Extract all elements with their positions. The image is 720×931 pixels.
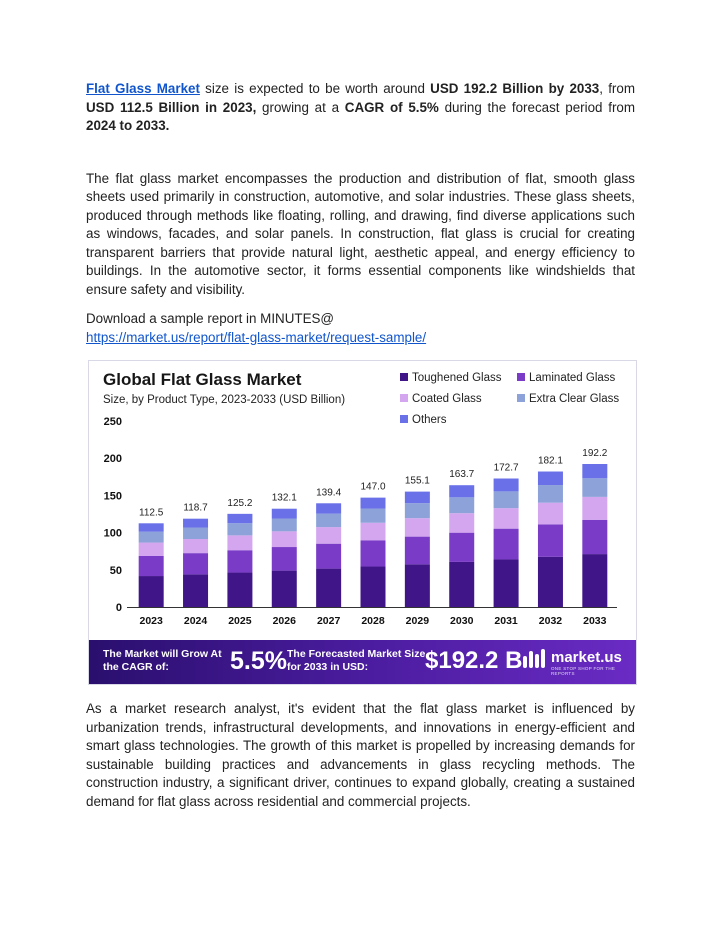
bar-segment-coated-glass (405, 518, 430, 536)
bar-segment-toughened-glass (538, 557, 563, 607)
intro-bold-value-2033: USD 192.2 Billion by 2033 (430, 81, 600, 96)
intro-text-1: size is expected to be worth around (199, 81, 431, 96)
bar-segment-extra-clear-glass (272, 519, 297, 532)
bar-total-label: 172.7 (493, 462, 519, 474)
bar-segment-others (139, 523, 164, 531)
bar-segment-laminated-glass (361, 540, 386, 566)
bar-segment-coated-glass (139, 543, 164, 556)
legend-label-toughened-glass: Toughened Glass (412, 372, 502, 384)
download-paragraph (86, 310, 635, 347)
x-tick-label: 2032 (538, 615, 563, 627)
flat-glass-market-link[interactable]: Flat Glass Market (86, 81, 200, 96)
bar-segment-extra-clear-glass (405, 503, 430, 518)
bar-segment-laminated-glass (139, 556, 164, 576)
bar-total-label: 192.2 (582, 448, 608, 460)
x-tick-label: 2025 (228, 615, 252, 627)
bar-segment-extra-clear-glass (227, 523, 252, 535)
bar-segment-others (183, 519, 208, 528)
x-tick-label: 2031 (494, 615, 518, 627)
bar-segment-extra-clear-glass (538, 485, 563, 503)
bar-segment-toughened-glass (582, 554, 607, 607)
banner-grow-label: The Market will Grow At the CAGR of: (103, 648, 222, 673)
bar-segment-laminated-glass (183, 553, 208, 574)
bar-segment-others (361, 498, 386, 509)
bar-total-label: 155.1 (404, 475, 430, 487)
bar-segment-toughened-glass (405, 564, 430, 607)
bar-segment-others (272, 509, 297, 519)
bar-segment-laminated-glass (316, 544, 341, 569)
x-tick-label: 2028 (361, 615, 385, 627)
bar-segment-extra-clear-glass (316, 514, 341, 527)
bar-segment-others (405, 492, 430, 504)
bar-segment-toughened-glass (494, 559, 519, 607)
bar-total-label: 182.1 (537, 455, 563, 467)
bar-segment-coated-glass (449, 513, 474, 532)
bar-segment-laminated-glass (538, 524, 563, 557)
bar-total-label: 132.1 (271, 492, 297, 504)
y-tick-label: 100 (103, 527, 122, 540)
download-label: Download a sample report in MINUTES@ (86, 311, 335, 326)
intro-text-3: growing at a (256, 99, 345, 115)
intro-bold-value-2023: USD 112.5 Billion in 2023, (86, 99, 257, 115)
chart-subtitle: Size, by Product Type, 2023-2033 (USD Billion) (103, 394, 346, 406)
bar-segment-coated-glass (183, 539, 208, 553)
bar-segment-laminated-glass (227, 550, 252, 572)
bar-segment-others (449, 485, 474, 497)
intro-paragraph (86, 80, 635, 136)
bar-segment-extra-clear-glass (494, 491, 519, 508)
bar-segment-toughened-glass (361, 567, 386, 607)
x-tick-label: 2026 (272, 615, 296, 627)
x-tick-label: 2023 (139, 615, 163, 627)
bar-segment-laminated-glass (494, 529, 519, 560)
intro-text-2: , from (599, 81, 635, 96)
y-tick-label: 0 (115, 602, 122, 614)
bar-segment-toughened-glass (139, 576, 164, 607)
bar-segment-toughened-glass (272, 571, 297, 607)
bar-total-label: 118.7 (183, 502, 208, 514)
legend-label-extra-clear-glass: Extra Clear Glass (529, 393, 620, 405)
bar-segment-others (227, 514, 252, 523)
x-tick-label: 2024 (183, 615, 208, 627)
intro-bold-cagr: CAGR of 5.5% (344, 99, 439, 115)
legend-label-others: Others (412, 414, 447, 426)
description-paragraph: The flat glass market encompasses the production and distribution of flat, smooth glass sheets used primarily in construction, automotive, and solar industries. These glass sheets, produced through methods like floating, rolling, and drawing, find diverse applications such as windows, facades, and solar panels. In construction, flat glass is crucial for creating transparent barriers that provide natural light, aesthetic appeal, and energy efficiency to buildings. In the automotive sector, it forms essential components like windshields that ensure safety and visibility. (86, 170, 635, 297)
bar-segment-extra-clear-glass (582, 478, 607, 497)
bar-segment-toughened-glass (316, 569, 341, 607)
bar-segment-coated-glass (272, 531, 297, 547)
banner-tagline: ONE STOP SHOP FOR THE REPORTS (551, 666, 616, 676)
x-tick-label: 2029 (405, 615, 430, 627)
bar-segment-extra-clear-glass (183, 528, 208, 539)
bar-segment-extra-clear-glass (361, 509, 386, 523)
banner-forecast-value: $192.2 B (425, 647, 523, 674)
intro-bold-period: 2024 to 2033. (86, 118, 170, 133)
bar-segment-laminated-glass (272, 547, 297, 571)
y-tick-label: 50 (109, 564, 122, 577)
bar-segment-coated-glass (227, 535, 252, 550)
intro-text-4: during the forecast period from (438, 99, 636, 115)
bar-total-label: 112.5 (139, 507, 164, 519)
bar-segment-coated-glass (316, 527, 341, 544)
summary-banner (89, 640, 636, 684)
bar-segment-toughened-glass (449, 562, 474, 607)
bar-segment-laminated-glass (449, 533, 474, 562)
bar-segment-laminated-glass (405, 537, 430, 565)
bar-segment-others (538, 472, 563, 486)
y-tick-label: 200 (103, 453, 122, 466)
sample-report-link[interactable]: https://market.us/report/flat-glass-market/request-sample/ (86, 329, 427, 345)
chart-title: Global Flat Glass Market (103, 370, 302, 389)
bar-segment-others (494, 479, 519, 492)
banner-cagr-value: 5.5% (230, 647, 287, 675)
bar-total-label: 163.7 (449, 469, 475, 481)
legend-label-laminated-glass: Laminated Glass (529, 372, 616, 384)
banner-forecast-label: The Forecasted Market Size for 2033 in USD: (287, 648, 426, 673)
x-tick-label: 2033 (583, 615, 607, 627)
market-infographic (88, 360, 637, 685)
bar-total-label: 125.2 (227, 497, 253, 509)
bar-segment-coated-glass (582, 497, 607, 520)
x-tick-label: 2027 (316, 615, 341, 627)
bar-total-label: 147.0 (360, 481, 386, 493)
x-tick-label: 2030 (450, 615, 474, 627)
bar-segment-toughened-glass (227, 573, 252, 607)
banner-brand: market.us (551, 649, 622, 666)
bar-segment-others (582, 464, 607, 478)
bar-segment-coated-glass (494, 508, 519, 529)
bar-segment-extra-clear-glass (449, 497, 474, 513)
bar-segment-others (316, 503, 341, 513)
y-tick-label: 250 (103, 416, 122, 428)
bar-segment-extra-clear-glass (139, 532, 164, 543)
stacked-bar-chart (89, 361, 636, 641)
analyst-paragraph: As a market research analyst, it's evident that the flat glass market is influenced by urbanization trends, infrastructural developments, and innovations in energy-efficient and smart glass technologies. The growth of this market is propelled by increasing demands for sustainable building practices and advancements in glass recycling methods. The construction industry, a significant driver, continues to expand globally, creating a sustained demand for flat glass across residential and commercial projects. (86, 701, 635, 809)
market-us-logo-icon (522, 648, 546, 670)
bar-total-label: 139.4 (316, 487, 342, 499)
legend-label-coated-glass: Coated Glass (412, 393, 482, 405)
bar-segment-laminated-glass (582, 520, 607, 554)
y-tick-label: 150 (103, 490, 122, 503)
bar-segment-coated-glass (361, 523, 386, 540)
bar-segment-coated-glass (538, 503, 563, 525)
bar-segment-toughened-glass (183, 574, 208, 607)
